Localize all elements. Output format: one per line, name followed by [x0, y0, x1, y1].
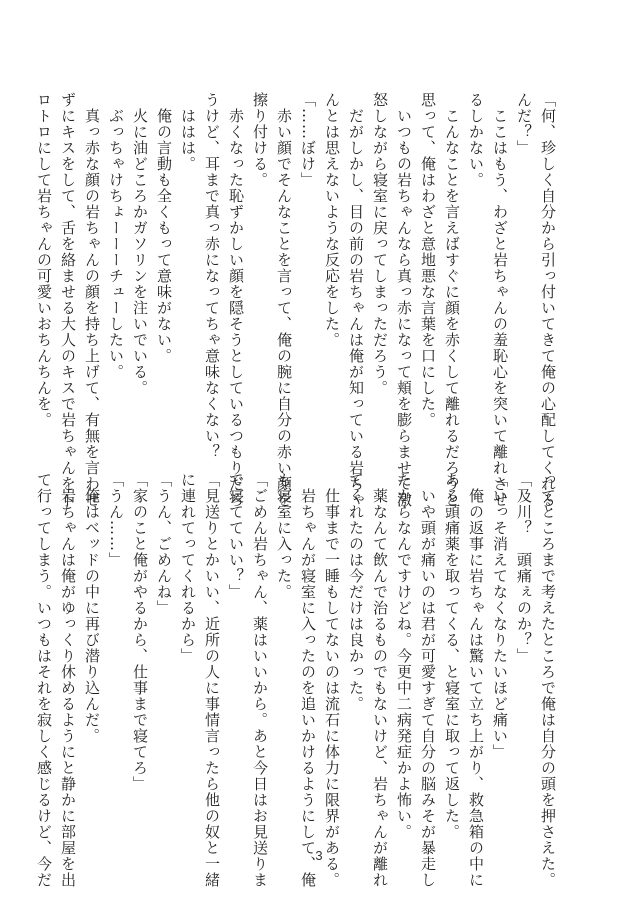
text-line: ロトロにして岩ちゃんの可愛いおちんちんを。: [35, 92, 53, 428]
text-line: んだ？」: [515, 92, 533, 156]
text-line: いや頭が痛いのは君が可愛すぎて自分の脳みそが暴走し: [419, 472, 437, 888]
text-line: るしかない。: [467, 92, 485, 188]
text-line: ってところまで考えたところで俺は自分の頭を押さえた。: [539, 472, 557, 888]
text-line: 思って、俺はわざと意地悪な言葉を口にした。: [419, 92, 437, 428]
text-line: 「ごめん岩ちゃん、薬はいいから。あと今日はお見送りま: [251, 472, 269, 888]
text-line: に連れてってくれるから」: [179, 472, 197, 664]
text-line: 「何、珍しく自分から引っ付いてきて俺の心配してくれる: [539, 92, 557, 508]
text-line: ずにキスをして、舌を絡ませる大人のキスで岩ちゃんをト: [59, 92, 77, 508]
text-line: 擦り付ける。: [251, 92, 269, 188]
text-line: 仕事まで一睡もしてないのは流石に体力に限界がある。: [323, 472, 341, 888]
text-line: たからなんですけどね。今更中二病発症かよ怖い。: [395, 472, 413, 840]
text-line: てくれたのは今だけは良かった。: [347, 472, 365, 712]
text-line: 火に油どころかガソリンを注いでいる。: [131, 92, 149, 396]
text-line: も寝室に入った。: [275, 472, 293, 600]
text-line: 岩ちゃんが寝室に入ったのを追いかけるようにして、俺: [299, 472, 317, 888]
text-line: んとは思えないような反応をした。: [323, 92, 341, 348]
text-line: 「いっそ消えてなくなりたいほど痛い」: [491, 472, 509, 760]
page-number: 3: [315, 848, 323, 863]
text-line: こんなことを言えばすぐに顔を赤くして離れるだろうと: [443, 92, 461, 508]
text-line: ぶっちゃけちょーーーチューしたい。: [107, 92, 125, 380]
text-line: ははは。: [179, 92, 197, 172]
text-line: 岩ちゃんは俺がゆっくり休めるようにと静かに部屋を出: [59, 472, 77, 888]
text-line: うけど、耳まで真っ赤になってちゃ意味なくない？: [203, 92, 221, 460]
text-line: ここはもう、わざと岩ちゃんの羞恥心を突いて離れさせ: [491, 92, 509, 508]
text-line: 赤い顔でそんなことを言って、俺の腕に自分の赤い顔を: [275, 92, 293, 508]
text-block-bottom: [32, 472, 560, 888]
text-line: で寝てていい？」: [227, 472, 245, 600]
text-line: 俺の返事に岩ちゃんは驚いて立ち上がり、救急箱の中に: [467, 472, 485, 888]
text-line: て行ってしまう。いつもはそれを寂しく感じるけど、今だ: [35, 472, 53, 888]
text-line: 「うん、ごめんね」: [155, 472, 173, 616]
text-line: 俺の言動も全くもって意味がない。: [155, 92, 173, 364]
text-line: 怒しながら寝室に戻ってしまっただろう。: [371, 92, 389, 396]
text-line: 「……ぼけ」: [299, 92, 317, 188]
text-line: 薬なんて飲んで治るものでもないけど、岩ちゃんが離れ: [371, 472, 389, 888]
text-line: 「見送りとかいい、近所の人に事情言ったら他の奴と一緒: [203, 472, 221, 888]
text-line: だがしかし、目の前の岩ちゃんは俺が知っている岩ちゃ: [347, 92, 365, 508]
text-line: いつもの岩ちゃんなら真っ赤になって頬を膨らませて激: [395, 92, 413, 508]
text-block-top: [32, 92, 560, 508]
text-line: 赤くなった恥ずかしい顔を隠そうとしているつもりだろ: [227, 92, 245, 508]
text-line: 俺はベッドの中に再び潜り込んだ。: [83, 472, 101, 744]
text-line: 「家のこと俺がやるから、仕事まで寝てろ」: [131, 472, 149, 792]
text-line: 真っ赤な顔の岩ちゃんの顔を持ち上げて、有無を言わせ: [83, 92, 101, 508]
text-line: ある頭痛薬を取ってくる、と寝室に取って返した。: [443, 472, 461, 840]
text-line: 「うん……」: [107, 472, 125, 568]
text-line: 「及川？ 頭痛ぇのか？」: [515, 472, 533, 664]
